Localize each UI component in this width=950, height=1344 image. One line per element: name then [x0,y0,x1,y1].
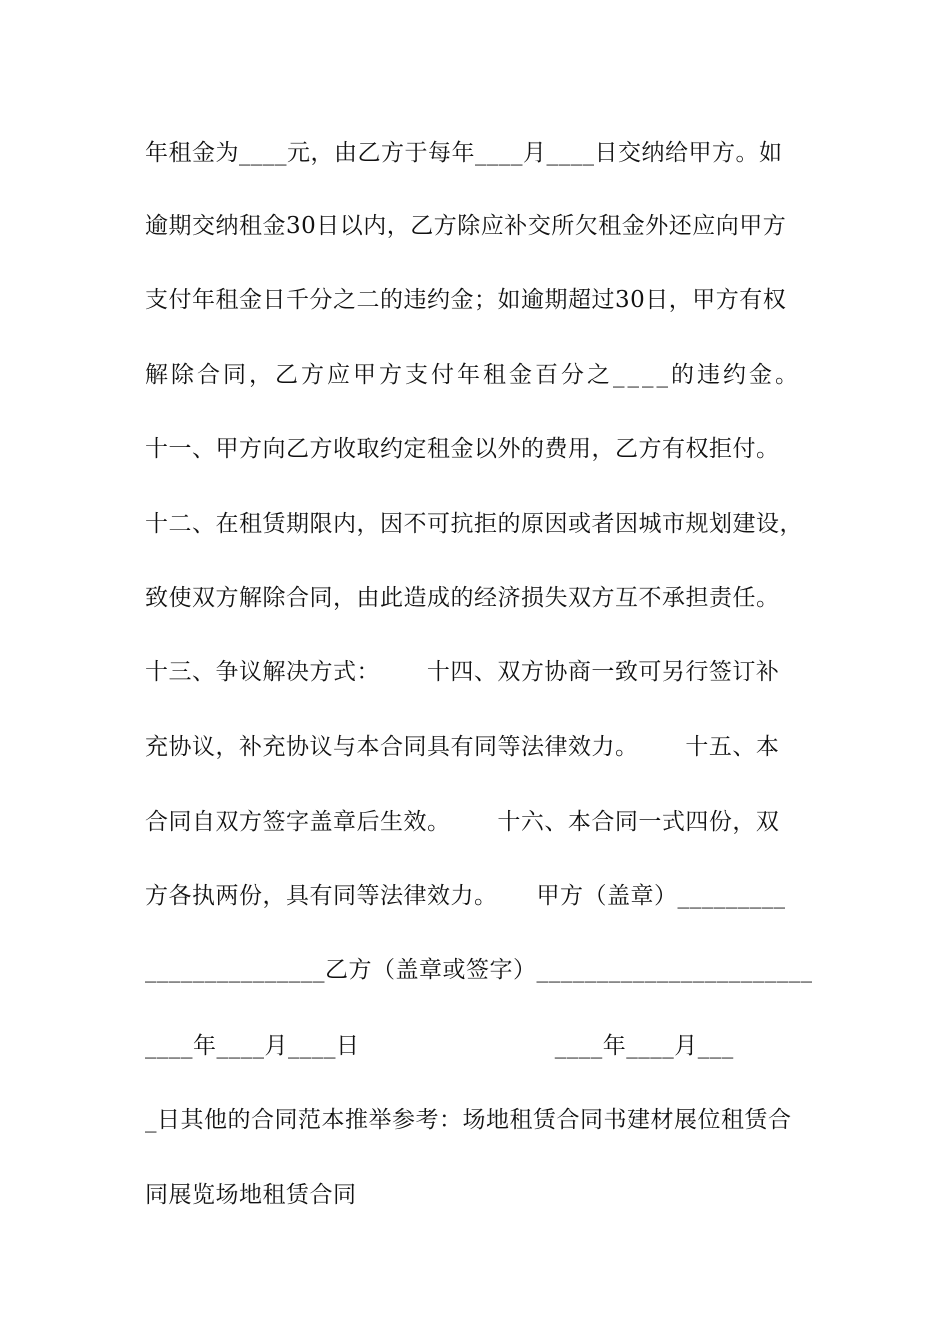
text-line-8: 十三、争议解决方式： 十四、双方协商一致可另行签订补 [145,659,780,685]
text-line-14: _日其他的合同范本推举参考：场地租赁合同书建材展位租赁合 [145,1107,792,1133]
text-line-11: 方各执两份，具有同等法律效力。 甲方（盖章）_________ [145,883,786,909]
text-line-13: ____年____月____日 ____年____月___ [145,1033,734,1059]
text-line-4: 解除合同，乙方应甲方支付年租金百分之____的违约金。 [145,362,801,388]
text-line-12: _______________乙方（盖章或签字）_______________________ [145,957,813,983]
text-line-15: 同展览场地租赁合同 [145,1182,357,1208]
text-line-9: 充协议，补充协议与本合同具有同等法律效力。 十五、本 [145,734,780,760]
text-line-5: 十一、甲方向乙方收取约定租金以外的费用，乙方有权拒付。 [145,436,780,462]
text-line-10: 合同自双方签字盖章后生效。 十六、本合同一式四份，双 [145,809,780,835]
text-line-6: 十二、在租赁期限内，因不可抗拒的原因或者因城市规划建设， [145,511,803,537]
text-line-1: 年租金为____元，由乙方于每年____月____日交纳给甲方。如 [145,140,783,166]
text-line-2: 逾期交纳租金30日以内，乙方除应补交所欠租金外还应向甲方 [145,213,787,239]
text-line-3: 支付年租金日千分之二的违约金；如逾期超过30日，甲方有权 [145,287,787,313]
text-line-7: 致使双方解除合同，由此造成的经济损失双方互不承担责任。 [145,585,780,611]
